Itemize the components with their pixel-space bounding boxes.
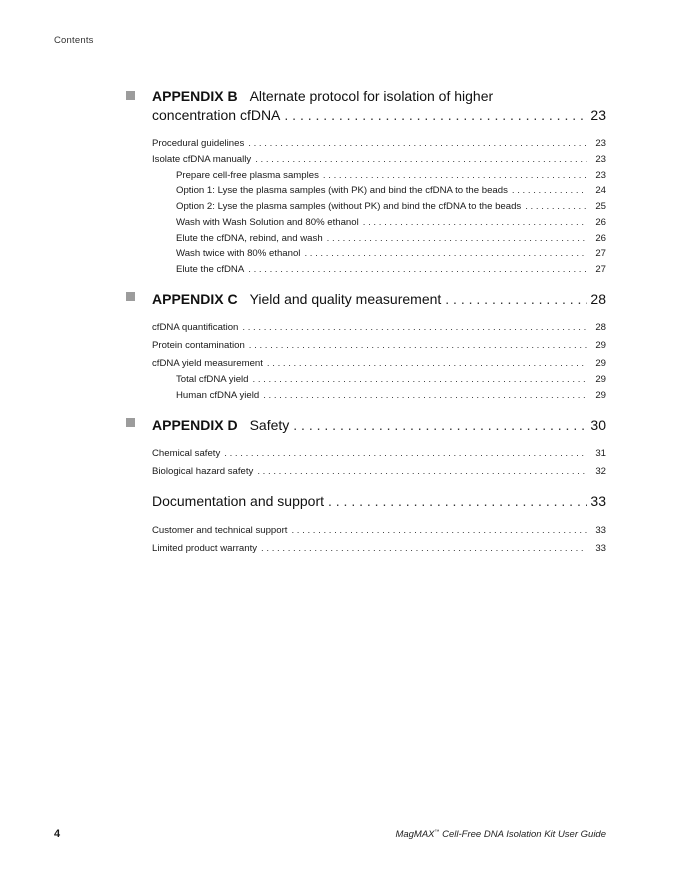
page-number: 33 (595, 543, 606, 554)
dot-leader (261, 542, 587, 555)
document-title: Cell-Free DNA Isolation Kit User Guide (439, 829, 606, 841)
toc-subentry[interactable] (176, 216, 606, 229)
page-number: 25 (595, 201, 606, 212)
toc-subentry-title: Total cfDNA yield (176, 374, 249, 385)
documentation-heading[interactable] (152, 492, 606, 510)
toc-subentry[interactable] (176, 184, 606, 197)
page-number: 30 (590, 417, 606, 433)
brand-name: MagMAX (395, 829, 435, 841)
toc-subentry-title: Elute the cfDNA, rebind, and wash (176, 233, 323, 244)
page-number: 31 (595, 448, 606, 459)
appendix-d-heading[interactable] (152, 416, 606, 434)
appendix-title: Safety (249, 417, 290, 433)
dot-leader (525, 200, 587, 213)
page-number: 29 (595, 358, 606, 369)
page-number: 26 (595, 233, 606, 244)
dot-leader (249, 339, 587, 352)
page-number: 28 (595, 322, 606, 333)
page-number: 29 (595, 374, 606, 385)
toc-entry[interactable] (152, 137, 606, 150)
toc-entry[interactable] (152, 465, 606, 478)
section-title: Documentation and support (152, 493, 324, 509)
toc-entry[interactable] (152, 321, 606, 334)
toc-subentry-title: Elute the cfDNA (176, 264, 245, 275)
page-number: 28 (590, 291, 606, 307)
dot-leader (323, 169, 587, 182)
dot-leader (263, 389, 587, 402)
toc-entry-title: Customer and technical support (152, 525, 288, 536)
dot-leader (224, 447, 587, 460)
dot-leader (328, 492, 587, 510)
appendix-label: APPENDIX C (152, 291, 238, 307)
appendix-c-heading[interactable] (152, 290, 606, 308)
toc-subentry-title: Option 2: Lyse the plasma samples (without PK) and bind the cfDNA to the beads (176, 201, 522, 212)
toc-entry-title: Limited product warranty (152, 543, 258, 554)
appendix-label: APPENDIX B (152, 88, 238, 104)
dot-leader (248, 263, 587, 276)
toc-entry[interactable] (152, 339, 606, 352)
toc-subentry[interactable] (176, 373, 606, 386)
appendix-label: APPENDIX D (152, 417, 238, 433)
dot-leader (304, 247, 587, 260)
toc-entry[interactable] (152, 357, 606, 370)
dot-leader (255, 153, 587, 166)
trademark-symbol: ™ (434, 829, 440, 835)
toc-entry[interactable] (152, 542, 606, 555)
toc-entry-title: Isolate cfDNA manually (152, 154, 252, 165)
toc-entry-title: Procedural guidelines (152, 138, 245, 149)
dot-leader (291, 524, 587, 537)
toc-entry[interactable] (152, 524, 606, 537)
page-number: 27 (595, 264, 606, 275)
dot-leader (257, 465, 587, 478)
dot-leader (284, 106, 587, 124)
toc-entry-title: Biological hazard safety (152, 466, 254, 477)
dot-leader (512, 184, 587, 197)
appendix-title-continued: concentration cfDNA (152, 107, 281, 123)
toc-entry[interactable] (152, 153, 606, 166)
toc-subentry[interactable] (176, 169, 606, 182)
page-number: 29 (595, 390, 606, 401)
appendix-b-heading[interactable] (152, 87, 606, 124)
page-number: 23 (590, 107, 606, 123)
running-header: Contents (54, 35, 94, 46)
square-bullet-icon (126, 418, 135, 427)
toc-subentry[interactable] (176, 263, 606, 276)
page-number: 27 (595, 248, 606, 259)
appendix-title: Yield and quality measurement (249, 291, 442, 307)
appendix-title: Alternate protocol for isolation of higher (249, 88, 494, 104)
toc-subentry[interactable] (176, 200, 606, 213)
page-number: 26 (595, 217, 606, 228)
toc-subentry-title: Wash with Wash Solution and 80% ethanol (176, 217, 359, 228)
page-number: 33 (590, 493, 606, 509)
toc-entry-title: Protein contamination (152, 340, 245, 351)
toc-subentry-title: Wash twice with 80% ethanol (176, 248, 301, 259)
toc-entry-title: cfDNA quantification (152, 322, 239, 333)
dot-leader (253, 373, 587, 386)
toc-subentry-title: Option 1: Lyse the plasma samples (with PK) and bind the cfDNA to the beads (176, 185, 508, 196)
page-number: 23 (595, 170, 606, 181)
square-bullet-icon (126, 292, 135, 301)
toc-subentry[interactable] (176, 247, 606, 260)
toc-subentry[interactable] (176, 232, 606, 245)
toc-entry[interactable] (152, 447, 606, 460)
footer-document-title (395, 829, 606, 840)
dot-leader (293, 416, 587, 434)
dot-leader (327, 232, 587, 245)
page-number: 33 (595, 525, 606, 536)
page-number: 23 (595, 138, 606, 149)
page-number: 23 (595, 154, 606, 165)
footer-page-number: 4 (54, 828, 61, 840)
dot-leader (363, 216, 587, 229)
toc-subentry-title: Human cfDNA yield (176, 390, 260, 401)
toc-subentry-title: Prepare cell-free plasma samples (176, 170, 319, 181)
page-number: 24 (595, 185, 606, 196)
toc-entry-title: Chemical safety (152, 448, 221, 459)
page-number: 32 (595, 466, 606, 477)
dot-leader (248, 137, 587, 150)
square-bullet-icon (126, 91, 135, 100)
dot-leader (242, 321, 587, 334)
dot-leader (445, 290, 587, 308)
toc-subentry[interactable] (176, 389, 606, 402)
dot-leader (267, 357, 587, 370)
page-number: 29 (595, 340, 606, 351)
toc-entry-title: cfDNA yield measurement (152, 358, 263, 369)
